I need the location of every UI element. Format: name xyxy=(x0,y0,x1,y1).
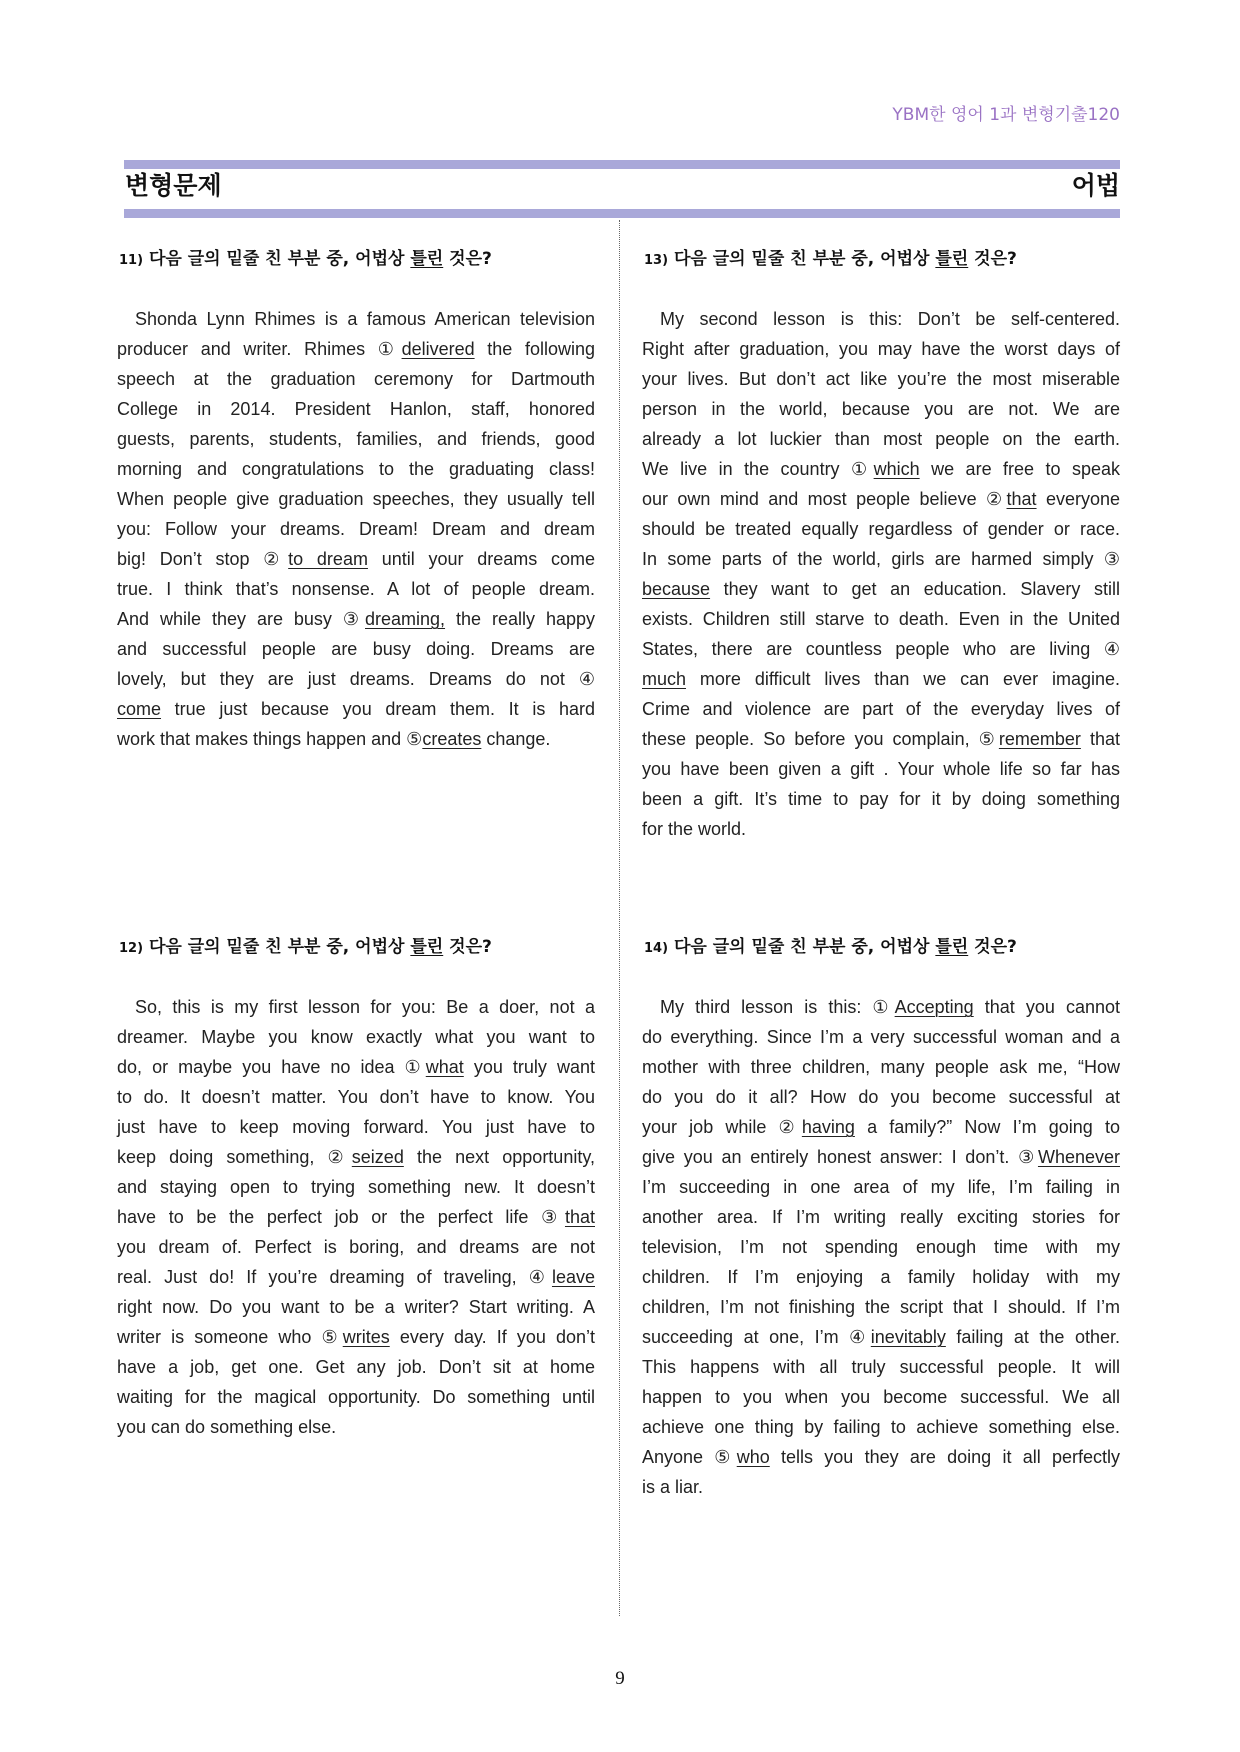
passage-text: true. I think that’s nonsense. A lot of people dream. xyxy=(117,579,595,599)
passage-text: have a job, get one. Get any job. Don’t sit at home xyxy=(117,1357,595,1377)
passage-line xyxy=(117,1112,595,1142)
passage-text: been a gift. It’s time to pay for it by doing something xyxy=(642,789,1120,809)
passage-text: So, this is my first lesson for you: Be a doer, not a xyxy=(135,997,595,1017)
passage-line xyxy=(642,574,1120,604)
question-header xyxy=(117,247,595,271)
underlined-choice: leave xyxy=(551,1267,595,1287)
passage-line xyxy=(642,1472,1120,1502)
passage-line xyxy=(117,1232,595,1262)
question-header xyxy=(117,935,595,959)
passage-text: My third lesson is this: ① xyxy=(660,997,895,1017)
passage-text: until your dreams come xyxy=(367,549,595,569)
underlined-choice: inevitably xyxy=(870,1327,946,1347)
underlined-choice: come xyxy=(117,699,162,719)
passage-text: they want to get an education. Slavery still xyxy=(710,579,1120,599)
title-bar-top-band xyxy=(124,160,1120,169)
underlined-choice: having xyxy=(801,1117,855,1137)
passage-line xyxy=(642,1382,1120,1412)
passage-text: guests, parents, students, families, and friends, good xyxy=(117,429,595,449)
passage-line xyxy=(642,1262,1120,1292)
section-category: 어법 xyxy=(1071,171,1120,200)
passage-line xyxy=(642,1022,1120,1052)
passage-text: every day. If you don’t xyxy=(389,1327,595,1347)
passage-text: to do. It doesn’t matter. You don’t have to know. You xyxy=(117,1087,595,1107)
passage-line xyxy=(642,724,1120,754)
passage-text: States, there are countless people who are living ④ xyxy=(642,639,1120,659)
passage-text: person in the world, because you are not. We are xyxy=(642,399,1120,419)
passage-line xyxy=(117,992,595,1022)
passage-line xyxy=(642,1112,1120,1142)
passage-text: our own mind and most people believe ② xyxy=(642,489,1007,509)
passage-text: the really happy xyxy=(445,609,595,629)
passage-text: true just because you dream them. It is hard xyxy=(161,699,595,719)
passage-text: you dream of. Perfect is boring, and dreams are not xyxy=(117,1237,595,1257)
passage-line xyxy=(117,1202,595,1232)
question-passage xyxy=(642,304,1120,844)
title-bar-bottom-band xyxy=(124,209,1120,218)
passage-text: television, I’m not spending enough time with my xyxy=(642,1237,1120,1257)
passage-text: waiting for the magical opportunity. Do something until xyxy=(117,1387,595,1407)
passage-line xyxy=(117,1262,595,1292)
question-prompt-end: 것은? xyxy=(974,937,1017,957)
passage-line xyxy=(642,304,1120,334)
passage-text: producer and writer. Rhimes ① xyxy=(117,339,402,359)
passage-text: This happens with all truly successful people. It will xyxy=(642,1357,1120,1377)
passage-line xyxy=(642,1412,1120,1442)
passage-text: writer is someone who ⑤ xyxy=(117,1327,343,1347)
passage-text: and successful people are busy doing. Dreams are xyxy=(117,639,595,659)
passage-text: morning and congratulations to the graduating class! xyxy=(117,459,595,479)
passage-line xyxy=(117,664,595,694)
passage-text: your job while ② xyxy=(642,1117,802,1137)
passage-text: real. Just do! If you’re dreaming of traveling, ④ xyxy=(117,1267,552,1287)
underlined-choice: that xyxy=(1006,489,1037,509)
underlined-choice: writes xyxy=(342,1327,390,1347)
passage-text: exists. Children still starve to death. Even in the United xyxy=(642,609,1120,629)
question-header xyxy=(642,935,1120,959)
passage-text: the following xyxy=(474,339,595,359)
passage-line xyxy=(642,1082,1120,1112)
underlined-choice: which xyxy=(873,459,920,479)
passage-text: College in 2014. President Hanlon, staff, honored xyxy=(117,399,595,419)
passage-line xyxy=(117,574,595,604)
passage-text: that you cannot xyxy=(973,997,1120,1017)
passage-text: change. xyxy=(481,729,551,749)
passage-line xyxy=(117,514,595,544)
passage-line xyxy=(117,1322,595,1352)
question-prompt: 다음 글의 밑줄 친 부분 중, 어법상 xyxy=(673,937,930,957)
question-13 xyxy=(642,247,1120,844)
passage-line xyxy=(642,454,1120,484)
question-passage xyxy=(117,304,595,754)
underlined-choice: who xyxy=(736,1447,770,1467)
passage-line xyxy=(642,754,1120,784)
question-header xyxy=(642,247,1120,271)
passage-text: big! Don’t stop ② xyxy=(117,549,289,569)
passage-line xyxy=(642,364,1120,394)
question-prompt: 다음 글의 밑줄 친 부분 중, 어법상 xyxy=(148,937,405,957)
passage-line xyxy=(117,424,595,454)
passage-line xyxy=(117,1142,595,1172)
passage-text: you truly want xyxy=(463,1057,595,1077)
passage-line xyxy=(642,694,1120,724)
passage-text: is a liar. xyxy=(642,1477,704,1497)
question-prompt-end: 것은? xyxy=(449,937,492,957)
underlined-choice: because xyxy=(642,579,711,599)
question-11 xyxy=(117,247,595,754)
question-number: 14) xyxy=(644,941,669,956)
passage-line xyxy=(117,1292,595,1322)
passage-line xyxy=(117,694,595,724)
passage-text: just have to keep moving forward. You just have to xyxy=(117,1117,595,1137)
passage-text: I’m succeeding in one area of my life, I’m failing in xyxy=(642,1177,1120,1197)
question-number: 11) xyxy=(119,253,144,268)
underlined-choice: that xyxy=(564,1207,595,1227)
passage-line xyxy=(642,784,1120,814)
column-divider xyxy=(619,220,620,1616)
passage-text: more difficult lives than we can ever imagine. xyxy=(686,669,1120,689)
passage-line xyxy=(117,1382,595,1412)
passage-line xyxy=(117,1352,595,1382)
passage-text: dreamer. Maybe you know exactly what you want to xyxy=(117,1027,595,1047)
passage-text: succeeding at one, I’m ④ xyxy=(642,1327,871,1347)
passage-text: do you do it all? How do you become successful at xyxy=(642,1087,1120,1107)
underlined-choice: dreaming, xyxy=(365,609,446,629)
passage-line xyxy=(642,634,1120,664)
passage-text: should be treated equally regardless of gender or race. xyxy=(642,519,1120,539)
passage-text: do, or maybe you have no idea ① xyxy=(117,1057,426,1077)
passage-text: speech at the graduation ceremony for Dartmouth xyxy=(117,369,595,389)
passage-text: And while they are busy ③ xyxy=(117,609,365,629)
question-14 xyxy=(642,935,1120,1502)
passage-text: that xyxy=(1080,729,1121,749)
passage-text: Crime and violence are part of the everyday lives of xyxy=(642,699,1120,719)
passage-text: do everything. Since I’m a very successful woman and a xyxy=(642,1027,1120,1047)
underlined-choice: much xyxy=(642,669,687,689)
passage-text: everyone xyxy=(1036,489,1120,509)
passage-line xyxy=(117,544,595,574)
passage-text: children. If I’m enjoying a family holiday with my xyxy=(642,1267,1120,1287)
underlined-choice: seized xyxy=(351,1147,404,1167)
passage-text: work that makes things happen and ⑤ xyxy=(117,729,423,749)
passage-line xyxy=(117,334,595,364)
question-emphasis: 틀린 xyxy=(935,249,969,269)
passage-line xyxy=(642,1172,1120,1202)
passage-text: keep doing something, ② xyxy=(117,1147,352,1167)
passage-text: your lives. But don’t act like you’re the most miserable xyxy=(642,369,1120,389)
passage-text: Anyone ⑤ xyxy=(642,1447,737,1467)
passage-line xyxy=(117,604,595,634)
passage-text: you can do something else. xyxy=(117,1417,337,1437)
passage-line xyxy=(642,992,1120,1022)
passage-text: you have been given a gift . Your whole life so far has xyxy=(642,759,1120,779)
passage-line xyxy=(642,514,1120,544)
passage-line xyxy=(642,604,1120,634)
question-passage xyxy=(117,992,595,1442)
passage-line xyxy=(117,634,595,664)
passage-line xyxy=(117,304,595,334)
passage-line xyxy=(642,394,1120,424)
passage-text: In some parts of the world, girls are harmed simply ③ xyxy=(642,549,1120,569)
passage-line xyxy=(117,1022,595,1052)
question-emphasis: 틀린 xyxy=(410,249,444,269)
passage-line xyxy=(642,424,1120,454)
passage-line xyxy=(642,1442,1120,1472)
passage-line xyxy=(117,724,595,754)
passage-text: My second lesson is this: Don’t be self-centered. xyxy=(660,309,1120,329)
passage-line xyxy=(642,814,1120,844)
passage-line xyxy=(117,484,595,514)
question-emphasis: 틀린 xyxy=(410,937,444,957)
passage-text: We live in the country ① xyxy=(642,459,874,479)
passage-text: already a lot luckier than most people on the earth. xyxy=(642,429,1120,449)
question-emphasis: 틀린 xyxy=(935,937,969,957)
passage-text: failing at the other. xyxy=(945,1327,1120,1347)
passage-line xyxy=(117,364,595,394)
page-number: 9 xyxy=(615,1668,625,1689)
question-number: 12) xyxy=(119,941,144,956)
passage-line xyxy=(642,1322,1120,1352)
passage-line xyxy=(117,394,595,424)
passage-text: When people give graduation speeches, they usually tell xyxy=(117,489,595,509)
passage-text: tells you they are doing it all perfectly xyxy=(769,1447,1121,1467)
underlined-choice: what xyxy=(425,1057,464,1077)
underlined-choice: creates xyxy=(422,729,482,749)
passage-text: a family?” Now I’m going to xyxy=(854,1117,1120,1137)
passage-text: the next opportunity, xyxy=(403,1147,595,1167)
passage-text: give you an entirely honest answer: I don’t. ③ xyxy=(642,1147,1038,1167)
question-prompt: 다음 글의 밑줄 친 부분 중, 어법상 xyxy=(148,249,405,269)
passage-text: for the world. xyxy=(642,819,747,839)
passage-line xyxy=(642,1052,1120,1082)
question-12 xyxy=(117,935,595,1442)
passage-line xyxy=(642,334,1120,364)
passage-line xyxy=(642,664,1120,694)
passage-line xyxy=(117,1172,595,1202)
underlined-choice: Whenever xyxy=(1037,1147,1120,1167)
question-passage xyxy=(642,992,1120,1502)
passage-line xyxy=(117,1052,595,1082)
document-title: YBM한 영어 1과 변형기출120 xyxy=(892,105,1120,125)
passage-line xyxy=(117,1082,595,1112)
passage-line xyxy=(642,484,1120,514)
passage-text: another area. If I’m writing really exciting stories for xyxy=(642,1207,1120,1227)
question-number: 13) xyxy=(644,253,669,268)
passage-text: these people. So before you complain, ⑤ xyxy=(642,729,999,749)
underlined-choice: remember xyxy=(998,729,1081,749)
passage-text: Right after graduation, you may have the worst days of xyxy=(642,339,1120,359)
question-prompt-end: 것은? xyxy=(974,249,1017,269)
underlined-choice: Accepting xyxy=(894,997,974,1017)
passage-text: lovely, but they are just dreams. Dreams do not ④ xyxy=(117,669,595,689)
passage-line xyxy=(642,1352,1120,1382)
passage-line xyxy=(117,454,595,484)
passage-text: achieve one thing by failing to achieve something else. xyxy=(642,1417,1120,1437)
question-prompt: 다음 글의 밑줄 친 부분 중, 어법상 xyxy=(673,249,930,269)
passage-line xyxy=(642,1292,1120,1322)
underlined-choice: to dream xyxy=(288,549,368,569)
passage-text: mother with three children, many people ask me, “How xyxy=(642,1057,1120,1077)
passage-text: happen to you when you become successful. We all xyxy=(642,1387,1120,1407)
passage-text: have to be the perfect job or the perfect life ③ xyxy=(117,1207,565,1227)
passage-line xyxy=(642,1232,1120,1262)
passage-text: right now. Do you want to be a writer? Start writing. A xyxy=(117,1297,595,1317)
passage-text: we are free to speak xyxy=(919,459,1120,479)
passage-text: you: Follow your dreams. Dream! Dream and dream xyxy=(117,519,595,539)
underlined-choice: delivered xyxy=(401,339,475,359)
passage-text: and staying open to trying something new. It doesn’t xyxy=(117,1177,595,1197)
passage-line xyxy=(642,544,1120,574)
passage-text: Shonda Lynn Rhimes is a famous American television xyxy=(135,309,595,329)
passage-line xyxy=(117,1412,595,1442)
passage-text: children, I’m not finishing the script that I should. If I’m xyxy=(642,1297,1120,1317)
passage-line xyxy=(642,1202,1120,1232)
passage-line xyxy=(642,1142,1120,1172)
section-title: 변형문제 xyxy=(125,171,222,200)
question-prompt-end: 것은? xyxy=(449,249,492,269)
